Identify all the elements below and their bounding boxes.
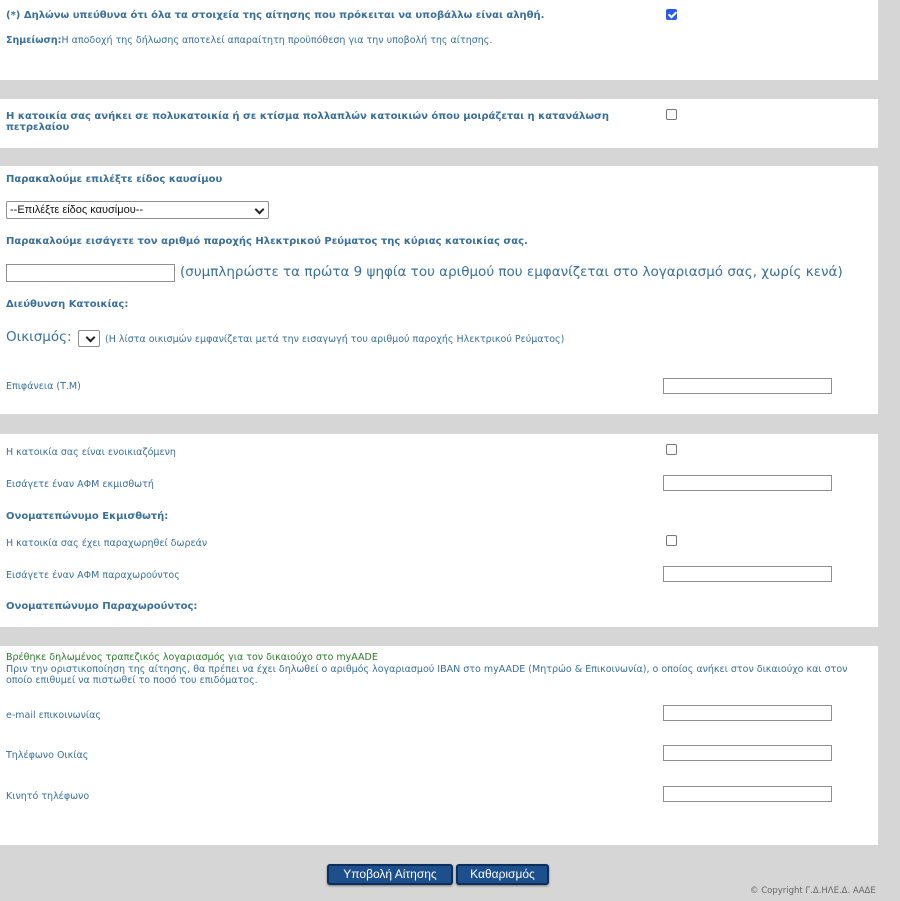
declaration-text: (*) Δηλώνω υπεύθυνα ότι όλα τα στοιχεία της αίτησης που πρόκειται να υποβάλλω είναι αληθή.: [6, 10, 545, 21]
bank-info-text: Πριν την οριστικοποίηση της αίτησης, θα πρέπει να έχει δηλωθεί ο αριθμός λογαριασμού IBAN στο myAADE (Μητρώο & Επικοινωνία), ο οποίος ανήκει στον δικαιούχο και στον οποίο επιθυμεί να πιστωθεί το ποσό του επιδόματος.: [6, 664, 848, 686]
settlement-hint: (Η λίστα οικισμών εμφανίζεται μετά την εισαγωγή του αριθμού παροχής Ηλεκτρικού Ρεύματος): [105, 334, 565, 345]
fuel-selected: --Επιλέξτε είδος καυσίμου--: [10, 204, 144, 216]
address-label: Διεύθυνση Κατοικίας:: [6, 299, 129, 310]
home-phone-label: Τηλέφωνο Οικίας: [6, 750, 89, 761]
multi-dwelling-panel: [0, 99, 878, 148]
note-label: Σημείωση:: [6, 35, 62, 46]
rented-label: Η κατοικία σας είναι ενοικιαζόμενη: [6, 447, 176, 458]
electricity-input[interactable]: [6, 264, 175, 282]
mobile-label: Κινητό τηλέφωνο: [6, 791, 90, 802]
free-checkbox[interactable]: [666, 535, 677, 546]
bank-found-text: Βρέθηκε δηλωμένος τραπεζικός λογαριασμός για τον δικαιούχο στο myAADE: [6, 652, 378, 663]
landlord-afm-label: Εισάγετε έναν ΑΦΜ εκμισθωτή: [6, 479, 154, 490]
fuel-select[interactable]: [6, 201, 269, 219]
rented-checkbox[interactable]: [666, 444, 677, 455]
settlement-label: Οικισμός:: [6, 329, 72, 345]
declaration-checkbox[interactable]: [666, 9, 677, 20]
mobile-input[interactable]: [663, 786, 832, 802]
electricity-hint: (συμπληρώστε τα πρώτα 9 ψηφία του αριθμού που εμφανίζεται στο λογαριασμό σας, χωρίς κενά): [180, 264, 843, 280]
multi-dwelling-text: Η κατοικία σας ανήκει σε πολυκατοικία ή σε κτίσμα πολλαπλών κατοικιών όπου μοιράζεται η κατανάλωση πετρελαίου: [6, 111, 609, 133]
note-text: Η αποδοχή της δήλωσης αποτελεί απαραίτητη προϋπόθεση για την υποβολή της αίτησης.: [61, 35, 493, 46]
declaration-panel: [0, 0, 878, 80]
chevron-down-icon: [255, 205, 265, 215]
contact-panel: [0, 646, 878, 845]
settlement-select[interactable]: [78, 330, 100, 347]
area-label: Επιφάνεια (Τ.Μ): [6, 381, 81, 392]
copyright-text: © Copyright Γ.Δ.ΗΛΕ.Δ. ΑΑΔΕ: [750, 886, 876, 896]
chevron-down-icon: [86, 333, 96, 343]
rental-panel: [0, 434, 878, 627]
email-input[interactable]: [663, 705, 832, 721]
declaration-note: [6, 35, 492, 46]
fuel-label: Παρακαλούμε επιλέξτε είδος καυσίμου: [6, 174, 223, 185]
submit-button[interactable]: Υποβολή Αίτησης: [327, 864, 453, 885]
email-label: e-mail επικοινωνίας: [6, 710, 101, 721]
landlord-afm-input[interactable]: [663, 475, 832, 491]
landlord-name-label: Ονοματεπώνυμο Εκμισθωτή:: [6, 511, 169, 522]
reset-button[interactable]: Καθαρισμός: [456, 864, 549, 885]
grantor-afm-input[interactable]: [663, 566, 832, 582]
home-phone-input[interactable]: [663, 745, 832, 761]
area-input[interactable]: [663, 378, 832, 394]
multi-dwelling-checkbox[interactable]: [666, 109, 677, 120]
grantor-name-label: Ονοματεπώνυμο Παραχωρούντος:: [6, 601, 198, 612]
grantor-afm-label: Εισάγετε έναν ΑΦΜ παραχωρούντος: [6, 570, 180, 581]
property-panel: [0, 166, 878, 414]
electricity-label: Παρακαλούμε εισάγετε τον αριθμό παροχής Ηλεκτρικού Ρεύματος της κύριας κατοικίας σας.: [6, 236, 528, 247]
free-label: Η κατοικία σας έχει παραχωρηθεί δωρεάν: [6, 538, 208, 549]
